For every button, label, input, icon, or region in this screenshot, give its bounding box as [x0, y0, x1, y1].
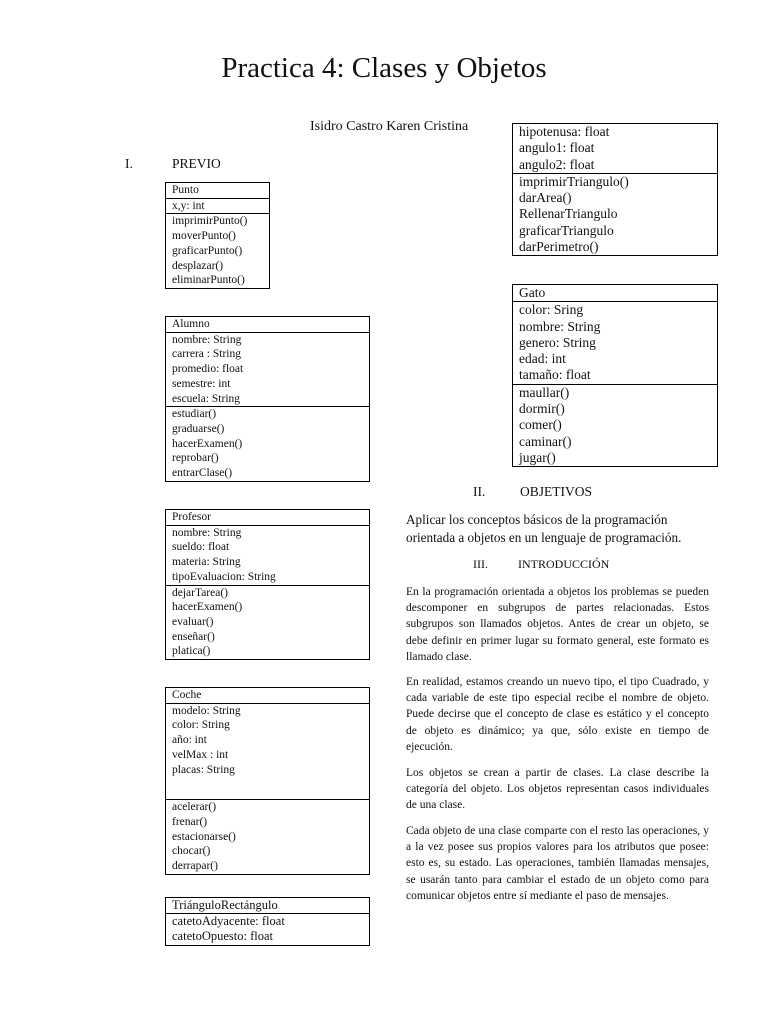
attribute: hipotenusa: float: [519, 124, 610, 139]
method: hacerExamen(): [172, 601, 243, 614]
method: estacionarse(): [172, 830, 236, 843]
class-box-gato: [512, 284, 718, 467]
methods-section: [513, 173, 717, 255]
attribute: materia: String: [172, 556, 241, 569]
method: platica(): [172, 645, 211, 658]
section-heading-previo: PREVIO: [172, 156, 221, 171]
section-heading-objetivos: OBJETIVOS: [520, 484, 593, 499]
method: enseñar(): [172, 630, 215, 643]
attribute: nombre: String: [172, 526, 242, 539]
method: evaluar(): [172, 615, 214, 628]
method: estudiar(): [172, 408, 217, 421]
class-box-coche: [165, 687, 370, 875]
intro-paragraph: En la programación orientada a objetos los problemas se pueden descomponer en subgrupos de partes relacionadas. Estos subgrupos son llamados objetos. Antes de crear un objeto, se debe definir en primer lugar su formato general, este formato es llamado clase.: [406, 586, 709, 663]
class-box-punto: [165, 182, 270, 289]
method: acelerar(): [172, 801, 217, 814]
attribute: tamaño: float: [519, 367, 591, 383]
method: desplazar(): [172, 259, 224, 272]
method: frenar(): [172, 815, 208, 828]
attributes-section: [166, 704, 369, 800]
intro-paragraph: Los objetos se crean a partir de clases. La clase describe la categoría del objeto. Los objetos representan casos individuales de una clase.: [406, 767, 709, 812]
attribute: año: int: [172, 734, 207, 747]
methods-section: [513, 384, 717, 466]
method: moverPunto(): [172, 230, 236, 243]
attributes-section: [166, 914, 369, 944]
method: caminar(): [519, 433, 572, 449]
attribute: catetoOpuesto: float: [172, 929, 274, 944]
attributes-section: [166, 199, 269, 214]
method: entrarClase(): [172, 467, 233, 480]
attribute: x,y: int: [172, 199, 205, 212]
attribute: angulo2: float: [519, 156, 595, 172]
class-name: TriánguloRectángulo: [166, 898, 369, 914]
class-name: Gato: [513, 285, 717, 302]
class-box-alumno: [165, 316, 370, 482]
method: maullar(): [519, 384, 570, 400]
method: darPerimetro(): [519, 239, 599, 255]
method: derrapar(): [172, 860, 218, 873]
attribute: carrera : String: [172, 348, 241, 361]
method: dormir(): [519, 401, 565, 417]
attribute: nombre: String: [172, 333, 242, 346]
attribute: sueldo: float: [172, 541, 230, 554]
class-name: Alumno: [166, 317, 369, 333]
class-box-profesor: [165, 509, 370, 660]
attribute: nombre: String: [519, 318, 601, 334]
attributes-section: [513, 302, 717, 383]
method: graduarse(): [172, 422, 225, 435]
intro-paragraph: En realidad, estamos creando un nuevo tipo, el tipo Cuadrado, y cada variable de este tipo especial recibe el nombre de objeto. Puede decirse que el concepto de clase es estático y el concepto de objeto es dinámico; ya que, sólo existe en tiempo de ejecución.: [406, 676, 709, 753]
intro-paragraph: Cada objeto de una clase comparte con el resto las operaciones, y a la vez posee sus propios valores para los atributos que posee: esto es, su estado. Las operaciones, también llamadas mensajes, se usarán tanto para cambiar el estado de un objeto como para comunicar objetos entre sí mediante el paso de mensajes.: [406, 825, 709, 902]
method: comer(): [519, 417, 562, 433]
attribute: edad: int: [519, 351, 566, 367]
methods-section: [166, 213, 269, 288]
method: jugar(): [519, 449, 556, 465]
attribute: tipoEvaluacion: String: [172, 570, 276, 583]
methods-section: [166, 406, 369, 481]
attribute: color: String: [172, 719, 230, 732]
attributes-section: [513, 124, 717, 173]
attribute: velMax : int: [172, 748, 229, 761]
class-name: Punto: [166, 183, 269, 199]
methods-section: [166, 799, 369, 874]
objetivos-text: Aplicar los conceptos básicos de la programación orientada a objetos en un lenguaje de programación.: [406, 512, 682, 545]
attribute: color: Sring: [519, 302, 584, 318]
attribute: catetoAdyacente: float: [172, 914, 285, 929]
method: darArea(): [519, 190, 572, 206]
method: dejarTarea(): [172, 586, 229, 599]
method: imprimirPunto(): [172, 215, 248, 228]
section-number-previo: I.: [125, 156, 133, 171]
attribute: angulo1: float: [519, 140, 595, 156]
method: eliminarPunto(): [172, 274, 245, 287]
attribute: promedio: float: [172, 363, 244, 376]
class-box-triangulo-continuation: [512, 123, 718, 256]
class-box-triangulo-rectangulo: [165, 897, 370, 946]
attribute: modelo: String: [172, 704, 241, 717]
author-name: Isidro Castro Karen Cristina: [310, 119, 469, 134]
method: graficarPunto(): [172, 244, 243, 257]
method: chocar(): [172, 845, 211, 858]
method: hacerExamen(): [172, 437, 243, 450]
attributes-section: [166, 333, 369, 407]
page-title: Practica 4: Clases y Objetos: [221, 52, 547, 84]
method: imprimirTriangulo(): [519, 173, 629, 189]
attribute: semestre: int: [172, 377, 231, 390]
attributes-section: [166, 526, 369, 585]
section-number-introduccion: III.: [473, 557, 488, 571]
methods-section: [166, 585, 369, 660]
method: reprobar(): [172, 452, 219, 465]
attribute: genero: String: [519, 334, 596, 350]
class-name: Coche: [166, 688, 369, 704]
class-name: Profesor: [166, 510, 369, 526]
section-heading-introduccion: INTRODUCCIÓN: [518, 557, 610, 571]
method: graficarTriangulo: [519, 222, 614, 238]
attribute: placas: String: [172, 763, 235, 776]
method: RellenarTriangulo: [519, 206, 618, 222]
section-number-objetivos: II.: [473, 484, 486, 499]
attribute: escuela: String: [172, 392, 241, 405]
